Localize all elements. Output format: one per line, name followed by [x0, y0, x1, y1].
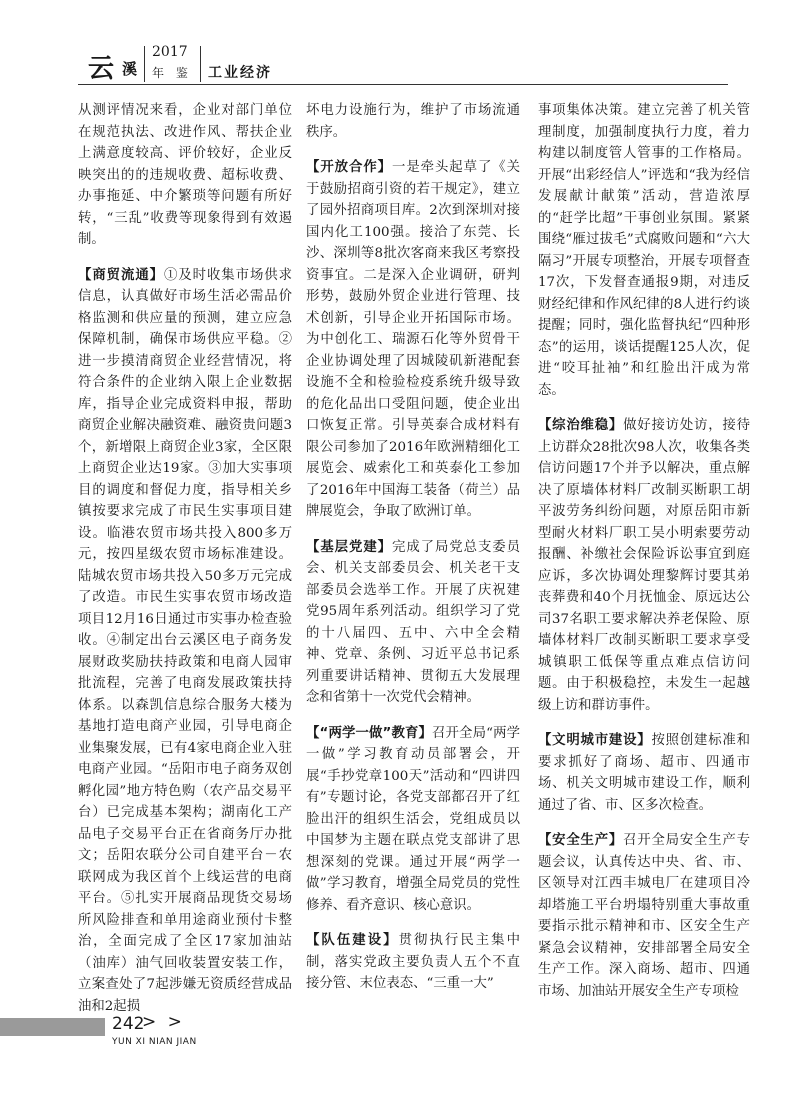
- paragraph-text: 事项集体决策。建立完善了机关管理制度，加强制度执行力度，着力构建以制度管人管事的工作格局。开展“出彩经信人”评选和“我为经信发展献计献策”活动，营造浓厚的“赶学比超”干事创业氛围。紧紧围绕“雁过拔毛”式腐败问题和“六大隔习”开展专项整治，开展专项督查17次，下发督查通报9期，对违反财经纪律和作风纪律的8人进行约谈提醒；同时，强化监督执纪“四种形态”的运用，谈话提醒125人次，促进“咬耳扯袖”和红脸出汗成为常态。: [538, 103, 750, 398]
- paragraph: [306, 100, 520, 143]
- paragraph-text: 召开全局“两学一做”学习教育动员部署会，开展“手抄党章100天”活动和“四讲四有”专题讨论，各党支部都召开了红脸出汗的组织生活会，党组成员以中国梦为主题在联点党支部讲了思想深刻的党课。通过开展“两学一做”学习教育，增强全局党员的党性修养、看齐意识、核心意识。: [306, 725, 520, 913]
- footer-pinyin: YUN XI NIAN JIAN: [112, 1037, 197, 1047]
- next-arrows-icon: > >: [142, 1012, 185, 1032]
- paragraph: [78, 100, 292, 251]
- logo-yun: 云: [88, 54, 116, 84]
- paragraph-text: 做好接访处访，接待上访群众28批次98人次，收集各类信访问题17个并予以解决，重点解决了原墙体材料厂改制买断职工胡平波劳务纠纷问题，对原岳阳市新型耐火材料厂职工吴小明索要劳动报酬、补缴社会保险诉讼事宜到庭应诉，多次协调处理黎辉讨要其弟丧葬费和40个月抚恤金、原远达公司37名职工要求解决养老保险、原墙体材料厂改制买断职工要求享受城镇职工低保等重点难点信访问题。由于积极稳控，未发生一起越级上访和群访事件。: [538, 418, 751, 713]
- paragraph-text: 一是牵头起草了《关于鼓励招商引资的若干规定》，建立了园外招商项目库。2次到深圳对接国内化工100强。接洽了东莞、长沙、深圳等8批次客商来我区考察投资事宜。二是深入企业调研，研判形势，鼓励外贸企业进行管理、技术创新，引导企业开拓国际市场。为中创化工、瑞源石化等外贸骨干企业协调处理了因城陵矶新港配套设施不全和检验检疫系统升级导致的危化品出口受阻问题，使企业出口恢复正常。引导英泰合成材料有限公司参加了2016年欧洲精细化工展览会、威索化工和英泰化工参加了2016年中国海工装备（荷兰）品牌展览会，争取了欧洲订单。: [306, 160, 521, 519]
- paragraph: [306, 930, 520, 995]
- paragraph-text: 完成了局党总支委员会、机关支部委员会、机关老干支部委员会选举工作。开展了庆祝建党95周年系列活动。组织学习了党的十八届四、五中、六中全会精神、党章、条例、习近平总书记系列重要讲话精神、贯彻五大发展理念和省第十一次党代会精神。: [306, 539, 521, 705]
- paragraph: [538, 830, 750, 1002]
- paragraph-tag: 【队伍建设】: [306, 933, 399, 948]
- header-divider-2: [200, 46, 201, 82]
- paragraph: [538, 100, 750, 401]
- paragraph-tag: 【安全生产】: [538, 833, 624, 848]
- paragraph: [538, 730, 750, 816]
- paragraph-text: 坏电力设施行为，维护了市场流通秩序。: [306, 103, 520, 140]
- section-title: 工业经济: [208, 65, 272, 81]
- paragraph-tag: 【基层党建】: [306, 539, 392, 555]
- paragraph: [306, 723, 520, 917]
- paragraph-tag: 【开放合作】: [306, 160, 392, 175]
- column-1: [78, 100, 292, 1031]
- paragraph: [538, 415, 750, 716]
- paragraph-text: 贯彻执行民主集中制，落实党政主要负责人五个不直接分管、末位表态、“三重一大”: [306, 933, 521, 991]
- paragraph-text: 按照创建标准和要求抓好了商场、超市、四通市场、机关文明城市建设工作，顺利通过了省、市、区多次检查。: [538, 733, 751, 813]
- paragraph: [306, 537, 520, 709]
- logo-xi: 溪: [122, 60, 138, 78]
- paragraph-text: 从测评情况来看，企业对部门单位在规范执法、改进作风、帮扶企业上满意度较高、评价较好，企业反映突出的的违规收费、超标收费、办事拖延、中介繁琐等问题有所好转，“三乱”收费等现象得到有效遏制。: [78, 103, 292, 247]
- paragraph-text: ①及时收集市场供求信息，认真做好市场生活必需品价格监测和供应量的预测，建立应急保障机制，确保市场供应平稳。②进一步摸清商贸企业经营情况，将符合条件的企业纳入限上企业数据库，指导企业完成资料申报，帮助商贸企业解决融资难、融资贵问题3个，新增限上商贸企业3家，全区限上商贸企业达19家。③加大实事项目的调度和督促力度，指导相关乡镇按要求完成了市民生实事项目建设。临港农贸市场共投入800多万元，按四星级农贸市场标准建设。陆城农贸市场共投入50多万元完成了改造。市民生实事农贸市场改造项目12月16日通过市实事办检查验收。④制定出台云溪区电子商务发展财政奖励扶持政策和电商人园审批流程，完善了电商发展政策扶持体系。以森凯信息综合服务大楼为基地打造电商产业园，引导电商企业集聚发展，已有4家电商企业入驻电商产业园。“岳阳市电子商务双创孵化园”地方特色购（农产品交易平台）已完成基本架构；湖南化工产品电子交易平台正在省商务厅办批文；岳阳农联分公司自建平台－农联网成为我区首个上线运营的电商平台。⑤扎实开展商品现货交易场所风险排查和单用途商业预付卡整治，全面完成了全区17家加油站（油库）油气回收装置安装工作，立案查处了7起涉嫌无资质经营成品油和2起损: [78, 267, 293, 1014]
- column-2: [306, 100, 520, 1009]
- paragraph: [306, 157, 520, 523]
- column-3: [538, 100, 750, 1016]
- paragraph-tag: 【文明城市建设】: [538, 733, 652, 748]
- paragraph: [78, 265, 292, 1018]
- paragraph-tag: 【综治维稳】: [538, 418, 624, 433]
- header-nianjian: 年 鉴: [152, 66, 192, 80]
- header-rule: [78, 84, 728, 85]
- footer-bar: [0, 1018, 105, 1036]
- paragraph-text: 召开全局安全生产专题会议，认真传达中央、省、市、区领导对江西丰城电厂在建项目冷却塔施工平台坍塌特别重大事故重要指示批示精神和市、区安全生产紧急会议精神，安排部署全局安全生产工作。深入商场、超市、四通市场、加油站开展安全生产专项检: [538, 833, 751, 999]
- page-header: [78, 40, 728, 86]
- page-number: 242: [112, 1014, 145, 1034]
- header-year: 2017: [152, 44, 188, 60]
- paragraph-tag: 【商贸流通】: [78, 267, 164, 283]
- header-divider: [144, 46, 145, 82]
- paragraph-tag: 【“两学一做”教育】: [306, 725, 433, 741]
